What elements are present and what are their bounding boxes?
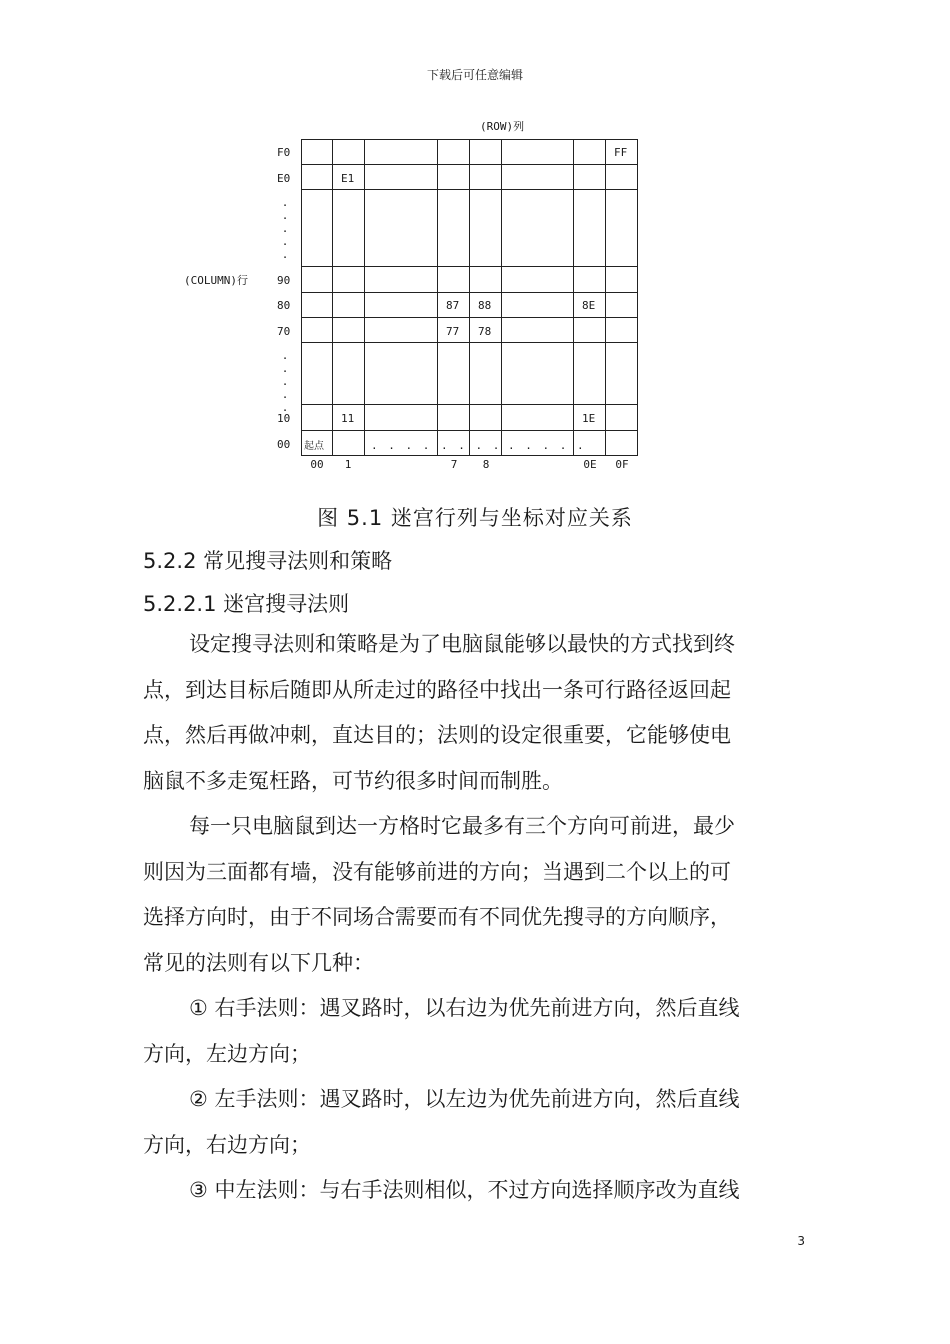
paragraph-rule-2: [143, 1077, 813, 1168]
paragraph-line: 方向，左边方向；: [143, 1041, 311, 1066]
cell-dots-3: . . . . .: [508, 439, 586, 452]
paragraph-line: 每一只电脑鼠到达一方格时它最多有三个方向可前进，最少: [189, 814, 735, 838]
cell-8e: 8E: [582, 299, 596, 312]
paragraph-rule-3: [143, 1168, 813, 1214]
paragraph-line: ③ 中左法则：与右手法则相似，不过方向选择顺序改为直线: [189, 1178, 740, 1202]
cell-dots-2: . . . .: [441, 439, 502, 452]
row-axis-label: (ROW)列: [480, 120, 525, 133]
section-heading: 5.2.2 常见搜寻法则和策略: [143, 549, 393, 573]
y-label-90: 90: [277, 274, 291, 287]
paragraph-line: 脑鼠不多走冤枉路，可节约很多时间而制胜。: [143, 768, 563, 793]
cell-11: 11: [341, 412, 355, 425]
cell-e1: E1: [341, 172, 355, 185]
cell-dots-1: . . . .: [371, 439, 432, 452]
paragraph-1: [143, 622, 813, 804]
y-label-f0: F0: [277, 146, 291, 159]
x-label-0e: 0E: [583, 458, 597, 471]
cell-77: 77: [446, 325, 460, 338]
subsection-heading: 5.2.2.1 迷宫搜寻法则: [143, 592, 350, 616]
maze-grid: [301, 139, 638, 456]
x-label-0f: 0F: [615, 458, 629, 471]
page-header: 下载后可任意编辑: [426, 68, 523, 82]
y-label-80: 80: [277, 299, 291, 312]
paragraph-line: ② 左手法则：遇叉路时，以左边为优先前进方向，然后直线: [189, 1087, 740, 1111]
x-label-7: 7: [450, 458, 458, 471]
page-number: 3: [797, 1234, 805, 1248]
paragraph-2: [143, 804, 813, 986]
paragraph-line: 选择方向时，由于不同场合需要而有不同优先搜寻的方向顺序，: [143, 905, 731, 929]
y-label-70: 70: [277, 325, 291, 338]
paragraph-line: 则因为三面都有墙，没有能够前进的方向；当遇到二个以上的可: [143, 859, 731, 884]
paragraph-rule-1: [143, 986, 813, 1077]
x-label-1: 1: [344, 458, 352, 471]
paragraph-line: 常见的法则有以下几种：: [143, 950, 374, 975]
cell-78: 78: [478, 325, 492, 338]
paragraph-line: 点，然后再做冲刺，直达目的；法则的设定很重要，它能够使电: [143, 723, 731, 747]
cell-1e: 1E: [582, 412, 596, 425]
cell-start: 起点: [304, 441, 324, 452]
x-label-8: 8: [482, 458, 490, 471]
paragraph-line: 方向，右边方向；: [143, 1132, 311, 1157]
paragraph-line: 点，到达目标后随即从所走过的路径中找出一条可行路径返回起: [143, 677, 731, 702]
column-axis-label: (COLUMN)行: [184, 274, 248, 287]
y-ellipsis-lower: . . . . .: [281, 349, 289, 414]
paragraph-line: 设定搜寻法则和策略是为了电脑鼠能够以最快的方式找到终: [189, 632, 735, 656]
x-label-00: 00: [310, 458, 324, 471]
y-label-10: 10: [277, 412, 291, 425]
y-label-e0: E0: [277, 172, 291, 185]
y-ellipsis-upper: . . . . .: [281, 196, 289, 261]
cell-87: 87: [446, 299, 460, 312]
paragraph-line: ① 右手法则：遇叉路时，以右边为优先前进方向，然后直线: [189, 996, 740, 1020]
y-label-00: 00: [277, 438, 291, 451]
figure-caption: 图 5.1 迷宫行列与坐标对应关系: [317, 506, 633, 530]
cell-ff: FF: [614, 146, 628, 159]
maze-coordinate-figure: [0, 0, 950, 480]
cell-88: 88: [478, 299, 492, 312]
